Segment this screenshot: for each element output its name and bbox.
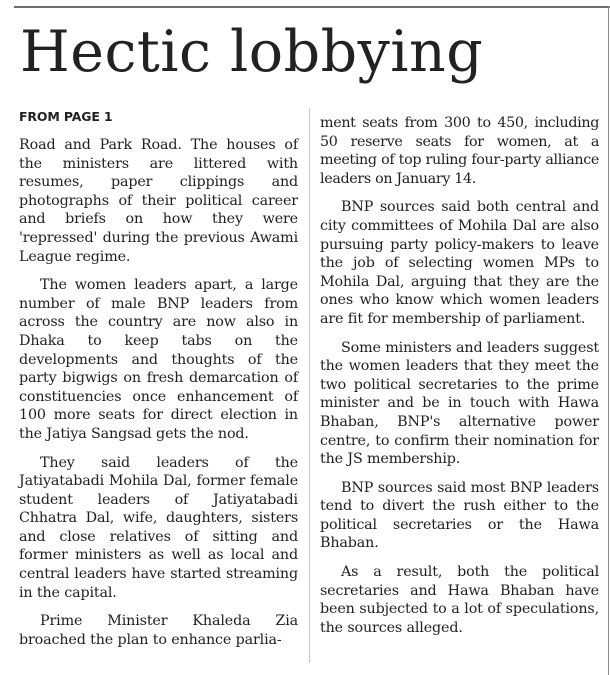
headline: Hectic lobbying bbox=[20, 19, 484, 85]
paragraph-7: Some ministers and leaders suggest the women leaders that they meet the two political secretaries to the prime minister and be in touch with Hawa Bhaban, BNP's alternative power centre, to confirm their nomination for the JS membership. bbox=[320, 339, 599, 468]
paragraph-5: ment seats from 300 to 450, including 50 reserve seats for women, at a meeting of top ruling four-party alliance leaders on January 14. bbox=[320, 115, 599, 187]
paragraph-2: The women leaders apart, a large number of male BNP leaders from across the country are now also in Dhaka to keep tabs on the developments and thoughts of the party bigwigs on fresh demarcation of constituencies once enhancement of 100 more seats for direct election in the Jatiya Sangsad gets the nod. bbox=[19, 277, 298, 442]
left-column bbox=[19, 108, 298, 659]
column-divider bbox=[309, 108, 310, 663]
right-column bbox=[320, 114, 599, 647]
paragraph-8: BNP sources said most BNP leaders tend to divert the rush either to the political secretaries or the Hawa Bhaban. bbox=[320, 479, 599, 552]
paragraph-3: They said leaders of the Jatiyatabadi Mohila Dal, former female student leaders of Jatiyatabadi Chhatra Dal, wife, daughters, sisters and close relatives of sitting and former ministers as well as local and central leaders have started streaming in the capital. bbox=[19, 454, 298, 601]
paragraph-6: BNP sources said both central and city committees of Mohila Dal are also pursuing party policy-makers to leave the job of selecting women MPs to Mohila Dal, arguing that they are the ones who know which women leaders are fit for membership of parliament. bbox=[320, 199, 599, 327]
kicker: FROM PAGE 1 bbox=[19, 109, 113, 124]
paragraph-9: As a result, both the political secretaries and Hawa Bhaban have been subjected to a lot of speculations, the sources alleged. bbox=[320, 564, 599, 636]
paragraph-1: Road and Park Road. The houses of the ministers are littered with resumes, paper clippings and photographs of their political career and briefs on how they were 'repressed' during the previous Awami League regime. bbox=[19, 137, 298, 265]
right-border-rule bbox=[608, 6, 609, 675]
top-rule bbox=[14, 6, 610, 8]
paragraph-4: Prime Minister Khaleda Zia broached the plan to enhance parlia- bbox=[19, 613, 298, 648]
